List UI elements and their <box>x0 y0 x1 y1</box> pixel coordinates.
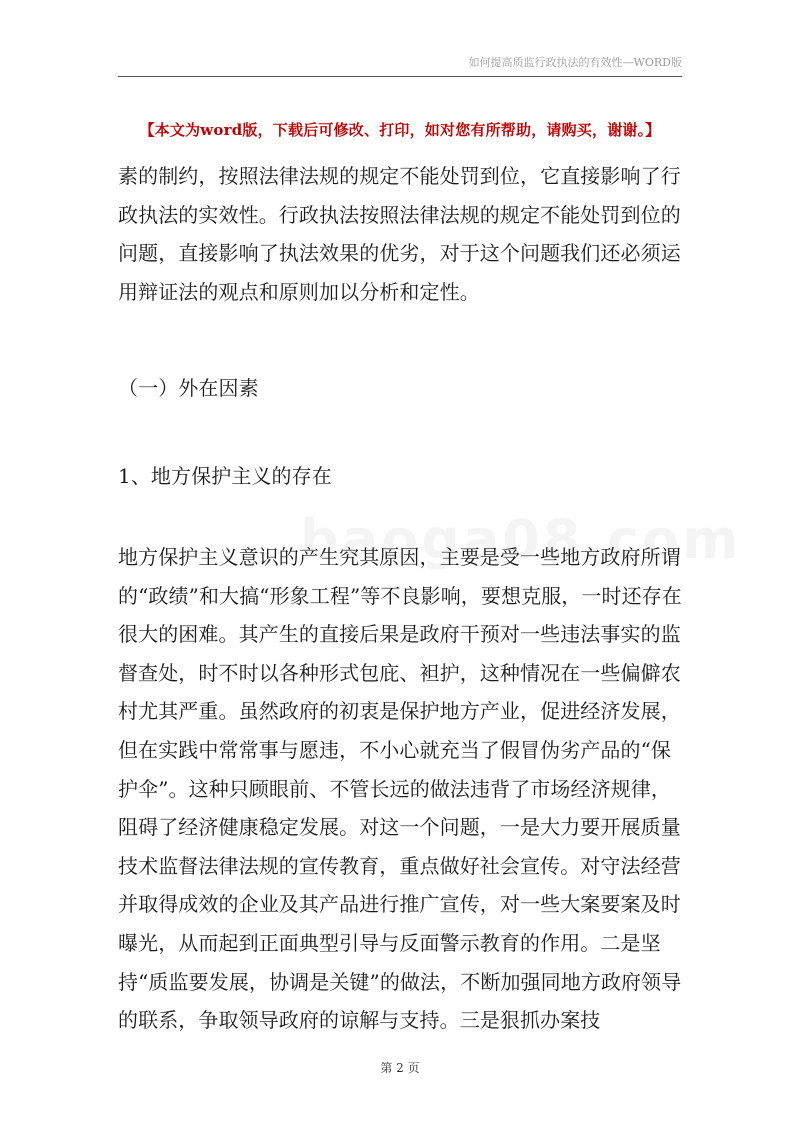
page-number: 第 2 页 <box>380 1061 420 1075</box>
page-header <box>118 54 682 77</box>
paragraph-continued: 素的制约，按照法律法规的规定不能处罚到位，它直接影响了行政执法的实效性。行政执法按照法律法规的规定不能处罚到位的问题，直接影响了执法效果的优劣，对于这个问题我们还必须运用辩证法的观点和原则加以分析和定性。 <box>118 164 681 304</box>
paragraph-local-protectionism: 地方保护主义意识的产生究其原因，主要是受一些地方政府所谓的“政绩”和大搞“形象工程”等不良影响，要想克服，一时还存在很大的困难。其产生的直接后果是政府干预对一些违法事实的监督查处，时不时以各种形式包庇、袒护，这种情况在一些偏僻农村尤其严重。虽然政府的初衷是保护地方产业，促进经济发展，但在实践中常常事与愿违，不小心就充当了假冒伪劣产品的“保护伞”。这种只顾眼前、不管长远的做法违背了市场经济规律，阻碍了经济健康稳定发展。对这一个问题，一是大力要开展质量技术监督法律法规的宣传教育，重点做好社会宣传。对守法经营并取得成效的企业及其产品进行推广宣传，对一些大案要案及时曝光，从而起到正面典型引导与反面警示教育的作用。二是坚持“质监要发展，协调是关键”的做法，不断加强同地方政府领导的联系，争取领导政府的谅解与支持。三是狠抓办案技 <box>118 545 682 1033</box>
purchase-notice: 【本文为word版，下载后可修改、打印，如对您有所帮助，请购买，谢谢。】 <box>139 121 661 139</box>
header-title: 如何提高质监行政执法的有效性—WORD版 <box>468 56 682 69</box>
section-heading: （一）外在因素 <box>118 376 259 400</box>
subsection-heading: 1、地方保护主义的存在 <box>118 464 332 488</box>
